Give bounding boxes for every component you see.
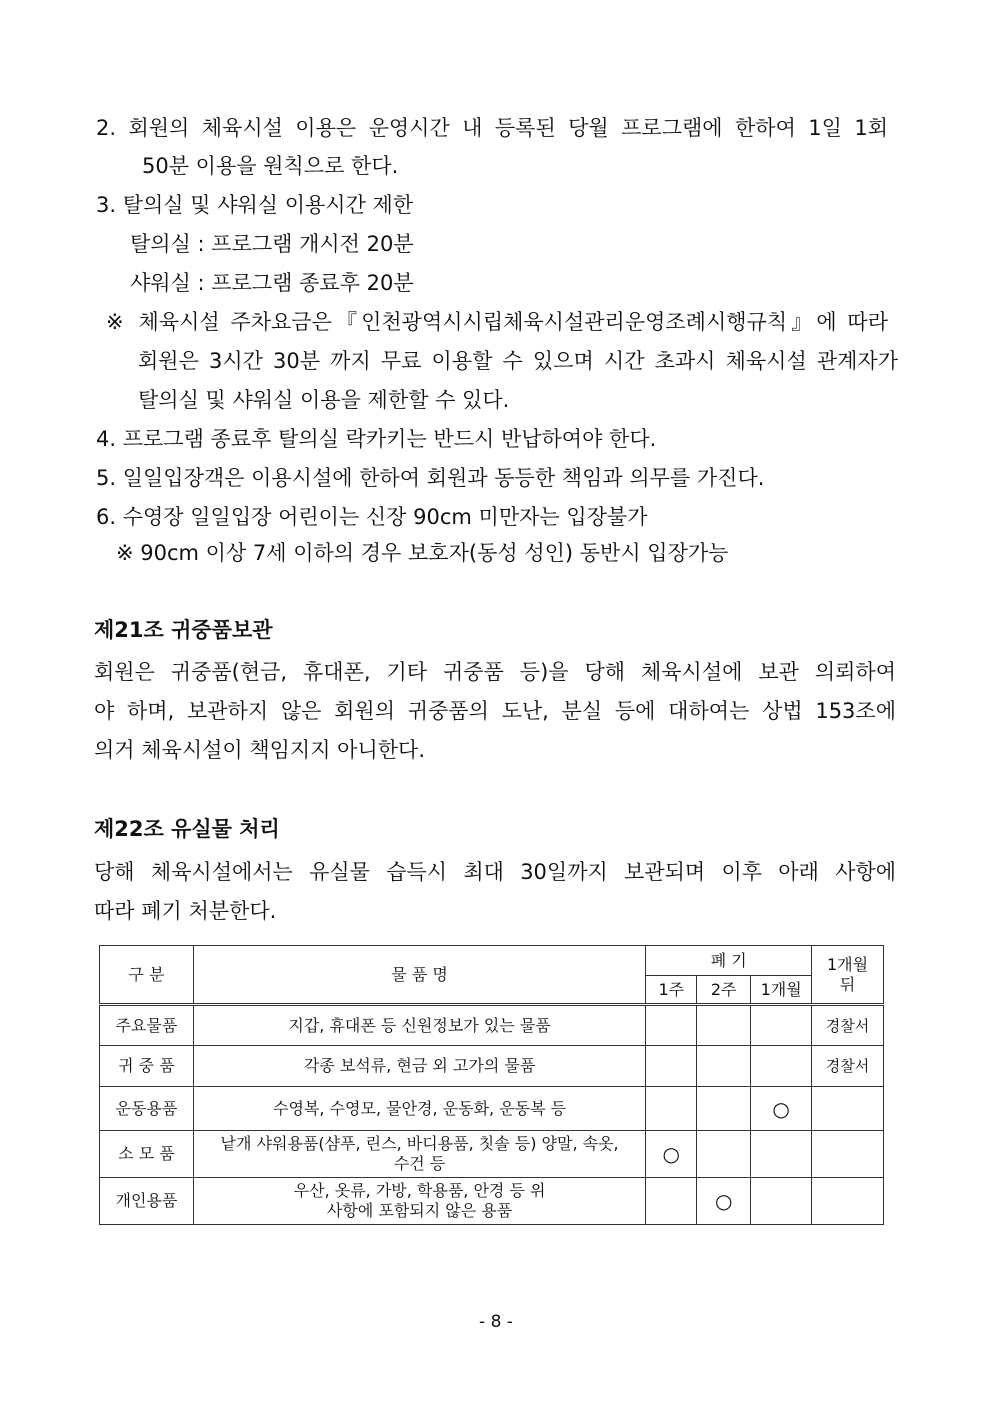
page-number: - 8 - (479, 1312, 513, 1332)
row-description: 우산, 옷류, 가방, 학용품, 안경 등 위 사항에 포함되지 않은 용품 (193, 1178, 645, 1225)
header-after-one-month: 1개월 뒤 (812, 946, 884, 1005)
table-row (100, 1087, 884, 1131)
row-category: 주요물품 (100, 1005, 194, 1046)
note-parking-line-2: 회원은 3시간 30분 까지 무료 이용할 수 있으며 시간 초과시 체육시설 관계자가 (138, 349, 898, 373)
article-22-title: 제22조 유실물 처리 (94, 817, 280, 841)
row-category: 운동용품 (100, 1087, 194, 1131)
header-discard: 폐 기 (646, 946, 812, 976)
lost-items-table (99, 945, 884, 1225)
row-description: 수영복, 수영모, 물안경, 운동화, 운동복 등 (193, 1087, 645, 1131)
item-2-line-1: 2. 회원의 체육시설 이용은 운영시간 내 등록된 당월 프로그램에 한하여 1일 1회 (96, 116, 888, 140)
item-3: 3. 탈의실 및 샤워실 이용시간 제한 (96, 193, 414, 217)
table-row (100, 1178, 884, 1225)
item-3-shower-room: 샤워실 : 프로그램 종료후 20분 (130, 271, 414, 295)
item-4: 4. 프로그램 종료후 탈의실 락카키는 반드시 반납하여야 한다. (96, 427, 657, 451)
table-row (100, 1046, 884, 1087)
article-21-line-3: 의거 체육시설이 책임지지 아니한다. (94, 738, 425, 762)
row-after: 경찰서 (812, 1046, 884, 1087)
article-21-title: 제21조 귀중품보관 (94, 618, 273, 642)
header-category: 구 분 (100, 946, 194, 1005)
table-row (100, 1005, 884, 1046)
row-category: 개인용품 (100, 1178, 194, 1225)
item-5: 5. 일일입장객은 이용시설에 한하여 회원과 동등한 책임과 의무를 가진다. (96, 466, 765, 490)
note-child-entry: ※ 90cm 이상 7세 이하의 경우 보호자(동성 성인) 동반시 입장가능 (116, 541, 729, 565)
row-after: 경찰서 (812, 1005, 884, 1046)
item-6: 6. 수영장 일일입장 어린이는 신장 90cm 미만자는 입장불가 (96, 505, 648, 529)
discard-mark: ○ (646, 1131, 697, 1178)
header-week-1: 1주 (646, 976, 697, 1005)
article-21-line-1: 회원은 귀중품(현금, 휴대폰, 기타 귀중품 등)을 당해 체육시설에 보관 의뢰하여 (94, 660, 896, 684)
article-22-line-2: 따라 폐기 처분한다. (94, 899, 277, 923)
item-3-locker-room: 탈의실 : 프로그램 개시전 20분 (130, 232, 414, 256)
header-item-name: 물 품 명 (193, 946, 645, 1005)
table-row (100, 1131, 884, 1178)
item-2-line-2: 50분 이용을 원칙으로 한다. (142, 154, 399, 178)
row-description: 낱개 샤워용품(샴푸, 린스, 바디용품, 칫솔 등) 양말, 속옷, 수건 등 (193, 1131, 645, 1178)
row-description: 지갑, 휴대폰 등 신원정보가 있는 물품 (193, 1005, 645, 1046)
note-parking-line-1: ※ 체육시설 주차요금은『인천광역시시립체육시설관리운영조례시행규칙』에 따라 (106, 310, 888, 334)
header-month-1: 1개월 (751, 976, 812, 1005)
article-22-line-1: 당해 체육시설에서는 유실물 습득시 최대 30일까지 보관되며 이후 아래 사항에 (94, 860, 896, 884)
discard-mark: ○ (697, 1178, 751, 1225)
discard-mark: ○ (751, 1087, 812, 1131)
note-parking-line-3: 탈의실 및 샤워실 이용을 제한할 수 있다. (138, 388, 510, 412)
header-week-2: 2주 (697, 976, 751, 1005)
row-description: 각종 보석류, 현금 외 고가의 물품 (193, 1046, 645, 1087)
row-category: 소 모 품 (100, 1131, 194, 1178)
article-21-line-2: 야 하며, 보관하지 않은 회원의 귀중품의 도난, 분실 등에 대하여는 상법 153조에 (94, 699, 896, 723)
row-category: 귀 중 품 (100, 1046, 194, 1087)
